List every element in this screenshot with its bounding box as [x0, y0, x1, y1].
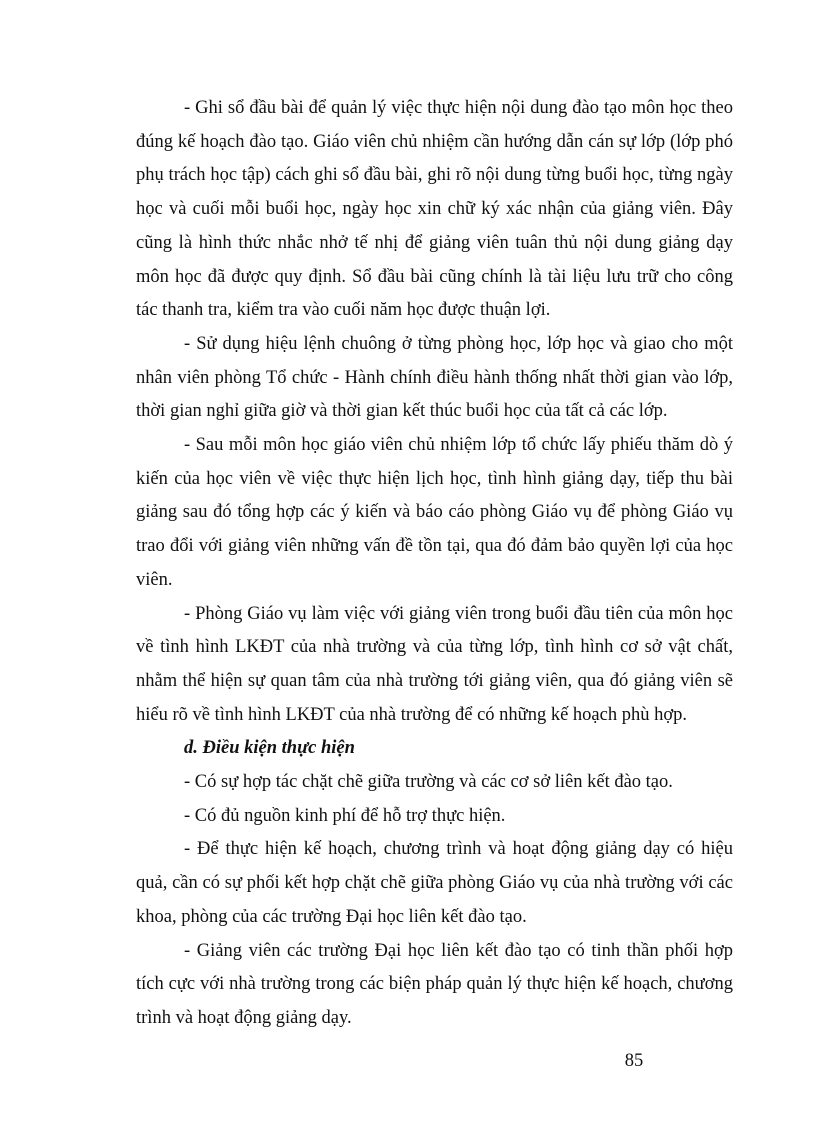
paragraph-bell-signal: - Sử dụng hiệu lệnh chuông ở từng phòng học, lớp học và giao cho một nhân viên phòng Tổ chức - Hành chính điều hành thống nhất thời gian vào lớp, thời gian nghỉ giữa giờ và thời gian kết thúc buổi học của tất cả các lớp. — [136, 333, 733, 422]
paragraph-student-survey: - Sau mỗi môn học giáo viên chủ nhiệm lớp tổ chức lấy phiếu thăm dò ý kiến của học viên về việc thực hiện lịch học, tình hình giảng dạy, tiếp thu bài giảng sau đó tổng hợp các ý kiến và báo cáo phòng Giáo vụ để phòng Giáo vụ trao đổi với giảng viên những vấn đề tồn tại, qua đó đảm bảo quyền lợi của học viên. — [136, 435, 733, 590]
condition-funding: - Có đủ nguồn kinh phí để hỗ trợ thực hiện. — [184, 805, 506, 826]
condition-coordination: - Để thực hiện kế hoạch, chương trình và hoạt động giảng dạy có hiệu quả, cần có sự phối kết hợp chặt chẽ giữa phòng Giáo vụ của nhà trường với các khoa, phòng của các trường Đại học liên kết đào tạo. — [136, 839, 733, 927]
paragraph-academic-office: - Phòng Giáo vụ làm việc với giảng viên trong buổi đầu tiên của môn học về tình hình LKĐT của nhà trường và của từng lớp, tình hình cơ sở vật chất, nhằm thể hiện sự quan tâm của nhà trường tới giảng viên, qua đó giảng viên sẽ hiểu rõ về tình hình LKĐT của nhà trường để có những kế hoạch phù hợp. — [136, 603, 733, 725]
paragraph-record-keeping: - Ghi sổ đầu bài để quản lý việc thực hiện nội dung đào tạo môn học theo đúng kế hoạch đào tạo. Giáo viên chủ nhiệm cần hướng dẫn cán sự lớp (lớp phó phụ trách học tập) cách ghi sổ đầu bài, ghi rõ nội dung từng buổi học, từng ngày học và cuối mỗi buổi học, ngày học xin chữ ký xác nhận của giảng viên. Đây cũng là hình thức nhắc nhở tế nhị để giảng viên tuân thủ nội dung giảng dạy môn học đã được quy định. Sổ đầu bài cũng chính là tài liệu lưu trữ cho công tác thanh tra, kiểm tra vào cuối năm học được thuận lợi. — [136, 98, 733, 321]
page-content — [136, 92, 733, 1036]
condition-lecturer-cooperation: - Giảng viên các trường Đại học liên kết đào tạo có tinh thần phối hợp tích cực với nhà trường trong các biện pháp quản lý thực hiện kế hoạch, chương trình và hoạt động giảng dạy. — [136, 940, 733, 1028]
condition-cooperation: - Có sự hợp tác chặt chẽ giữa trường và các cơ sở liên kết đào tạo. — [184, 772, 673, 793]
section-heading-implementation-conditions: d. Điều kiện thực hiện — [184, 738, 355, 759]
page-number: 85 — [624, 1051, 644, 1071]
